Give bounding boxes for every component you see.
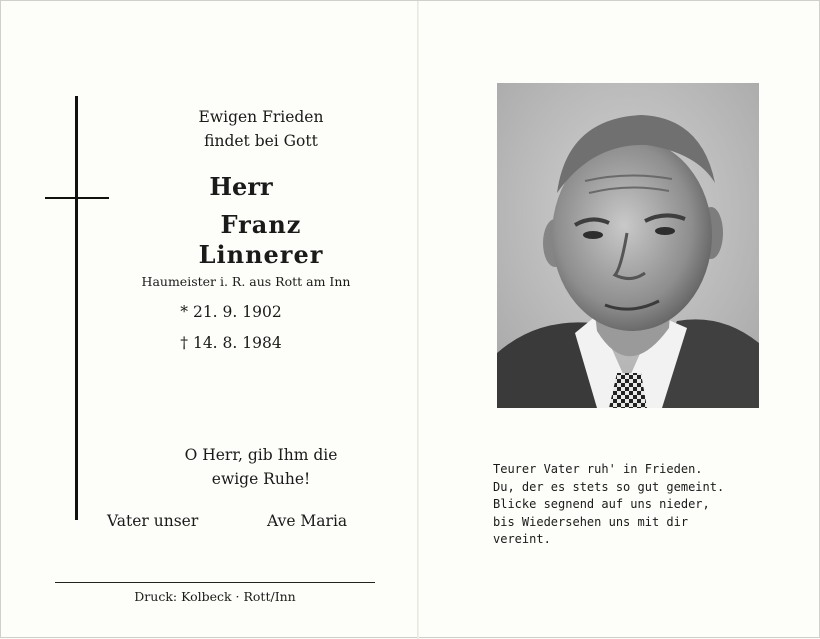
verse-line: Du, der es stets so gut gemeint. [493,479,725,494]
portrait-photo [497,83,759,408]
footer-rule [55,582,375,583]
prayer-line-1: O Herr, gib Ihm die [184,446,338,464]
verse-line: bis Wiedersehen uns mit dir [493,514,689,529]
verse-line: vereint. [493,532,551,546]
memorial-verse [493,461,793,549]
prayer-line-2: ewige Ruhe! [211,470,311,488]
last-name: Linnerer [198,240,324,269]
cross-horizontal-bar [45,197,109,199]
verse-line: Blicke segnend auf uns nieder, [493,497,710,511]
card-fold [417,1,419,639]
occupation-origin: Haumeister i. R. aus Rott am Inn [141,274,351,289]
death-date: † 14. 8. 1984 [180,334,282,352]
cross-vertical-bar [75,96,78,520]
first-name: Franz [220,210,302,239]
title-herr: Herr [209,172,273,201]
intro-line-1: Ewigen Frieden [198,108,324,126]
birth-date: * 21. 9. 1902 [180,303,282,321]
portrait-illustration [497,83,759,408]
intro-line-2: findet bei Gott [204,132,318,150]
prayer-vater-unser: Vater unser [107,512,199,530]
printer-credit: Druck: Kolbeck · Rott/Inn [134,589,296,604]
verse-line: Teurer Vater ruh' in Frieden. [493,462,703,476]
prayer-ave-maria: Ave Maria [267,512,348,530]
